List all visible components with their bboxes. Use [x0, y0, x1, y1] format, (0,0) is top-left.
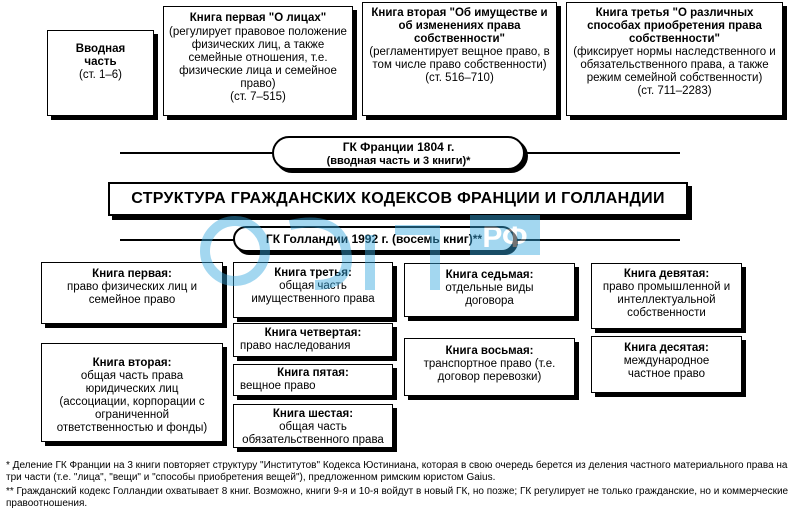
holland-book-5 [233, 364, 393, 396]
holland-book-4-desc: право наследования [240, 340, 351, 352]
holland-book-10 [591, 336, 742, 393]
holland-book-8 [404, 338, 575, 396]
france-code-line2: (вводная часть и 3 книги)* [326, 155, 471, 167]
holland-book-2-title: Книга вторая: [92, 357, 172, 369]
france-book3-title: Книга третья "О различных способах приобретения права собственности" [587, 7, 762, 45]
holland-book-7-title: Книга седьмая: [445, 269, 534, 281]
france-book3-box [566, 2, 783, 116]
france-book1-title: Книга первая "О лицах" [189, 12, 327, 24]
france-book1-box [163, 6, 353, 116]
holland-book-4-title: Книга четвертая: [264, 327, 362, 339]
watermark-text: РФ [482, 221, 528, 254]
holland-code-pill: ГК Голландии 1992 г. (восемь книг)** [233, 226, 515, 252]
france-book2-box [362, 2, 557, 116]
france-code-pill [272, 136, 525, 170]
footnotes [6, 460, 796, 510]
holland-book-7 [404, 263, 575, 317]
holland-book-1-title: Книга первая: [92, 268, 172, 280]
holland-book-8-title: Книга восьмая: [445, 345, 534, 357]
holland-book-2 [41, 343, 223, 442]
france-book2-desc: (регламентирует вещное право, в том числе право собственности) [369, 46, 550, 71]
france-book3-range: (ст. 711–2283) [637, 85, 712, 97]
france-intro-range: (ст. 1–6) [79, 69, 122, 81]
holland-book-9-desc: право промышленной и интеллектуальной собственности [602, 281, 731, 319]
france-intro-box [47, 30, 154, 116]
holland-book-1-desc: право физических лиц и семейное право [66, 281, 198, 306]
france-intro-title: Вводная часть [75, 43, 126, 68]
holland-book-5-title: Книга пятая: [277, 367, 349, 379]
main-title: СТРУКТУРА ГРАЖДАНСКИХ КОДЕКСОВ ФРАНЦИИ И ГОЛЛАНДИИ [108, 182, 688, 216]
holland-book-6 [233, 404, 393, 448]
france-book2-range: (ст. 516–710) [425, 72, 494, 84]
holland-book-7-desc: отдельные виды договора [445, 282, 534, 307]
holland-book-1 [41, 262, 223, 324]
footnote-2: ** Гражданский кодекс Голландии охватывает 8 книг. Возможно, книги 9-я и 10-я войдут в новый ГК, но позже; ГК регулирует не только гражданские, но и коммерческие правоотношения. [6, 486, 789, 509]
france-book1-desc: (регулирует правовое положение физических лиц, а также семейные отношения, т.е. физические лица и семейное право) [169, 26, 347, 90]
holland-book-5-desc: вещное право [240, 380, 316, 392]
holland-book-9-title: Книга девятая: [623, 268, 710, 280]
holland-book-6-title: Книга шестая: [272, 408, 354, 420]
holland-book-3 [233, 262, 393, 318]
holland-book-3-desc: общая часть имущественного права [251, 280, 375, 305]
france-book2-title: Книга вторая "Об имуществе и об изменениях права собственности" [371, 7, 548, 45]
holland-book-3-title: Книга третья: [274, 267, 352, 279]
holland-book-10-desc: международное частное право [623, 355, 710, 380]
france-code-line1: ГК Франции 1804 г. [342, 140, 455, 154]
holland-book-6-desc: общая часть обязательственного права [242, 421, 384, 446]
holland-book-4 [233, 323, 393, 357]
france-book1-range: (ст. 7–515) [230, 91, 286, 103]
holland-book-10-title: Книга десятая: [624, 342, 709, 354]
france-book3-desc: (фиксирует нормы наследственного и обязательственного права, а также режим семейной собственности) [573, 46, 776, 84]
holland-book-9 [591, 263, 742, 329]
footnote-1: * Деление ГК Франции на 3 книги повторяет структуру "Институтов" Кодекса Юстиниана, которая в свою очередь берется из деления частного материального права на три части (т.е. "лица", "вещи" и "способы приобретения вещей"), предложенном римским юристом Gaius. [6, 460, 788, 483]
holland-book-2-desc: общая часть права юридических лиц (ассоциации, корпорации с ограниченной ответственностью и фонды) [56, 370, 208, 434]
holland-book-8-desc: транспортное право (т.е. договор перевозки) [423, 358, 556, 383]
